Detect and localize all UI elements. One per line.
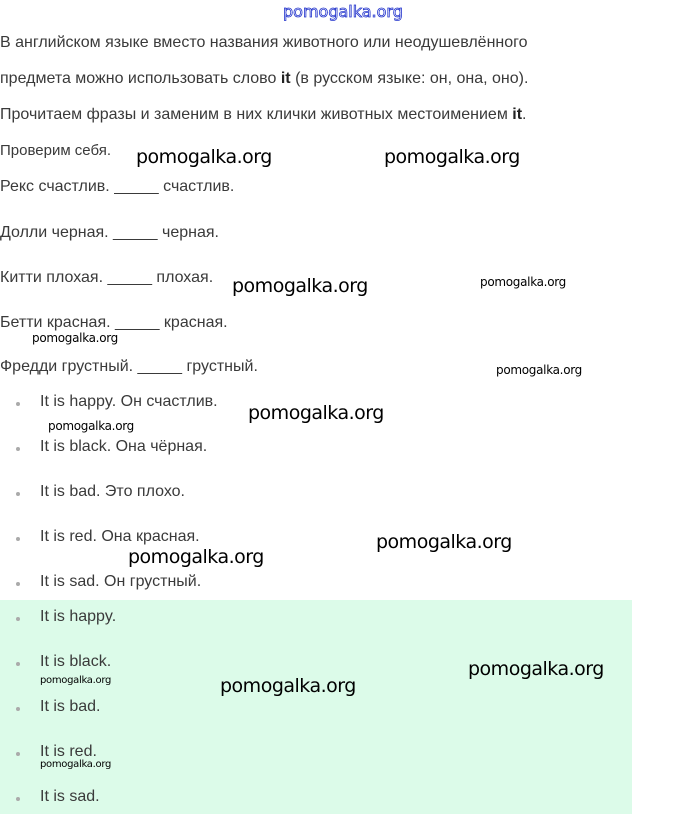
watermark: pomogalka.org (384, 146, 520, 168)
answer-item: It is bad. Это плохо. (40, 483, 185, 500)
bullet (16, 617, 20, 621)
exercise-item: Долли черная. _____ черная. (0, 224, 219, 241)
text: . (522, 106, 527, 123)
watermark: pomogalka.org (248, 402, 384, 424)
bullet (16, 537, 20, 541)
short-answer-item: It is sad. (40, 788, 100, 805)
answer-item: It is black. Она чёрная. (40, 438, 208, 455)
short-answer-item: It is red. (40, 743, 97, 760)
watermark: pomogalka.org (40, 675, 112, 686)
short-answer-item: It is black. (40, 653, 112, 670)
exercise-item: Рекс счастлив. _____ счастлив. (0, 178, 235, 195)
intro-line-1: В английском языке вместо названия животного или неодушевлённого (0, 34, 528, 51)
exercise-item: Фредди грустный. _____ грустный. (0, 358, 258, 375)
intro-line-2 (0, 70, 528, 88)
watermark: pomogalka.org (128, 546, 264, 568)
watermark: pomogalka.org (496, 363, 582, 377)
watermark: pomogalka.org (48, 419, 134, 433)
text: предмета можно использовать слово (0, 70, 281, 87)
check-label: Проверим себя. (0, 142, 112, 159)
watermark: pomogalka.org (136, 146, 272, 168)
watermark: pomogalka.org (232, 275, 368, 297)
watermark-top: pomogalka.org (283, 2, 403, 21)
bullet (16, 492, 20, 496)
answer-item: It is sad. Он грустный. (40, 573, 202, 590)
text: (в русском языке: он, она, оно). (290, 70, 529, 87)
bullet (16, 662, 20, 666)
keyword-it: it (280, 70, 291, 87)
bullet (16, 752, 20, 756)
keyword-it: it (512, 106, 523, 123)
watermark: pomogalka.org (376, 531, 512, 553)
bullet (16, 582, 20, 586)
watermark: pomogalka.org (480, 275, 566, 289)
watermark: pomogalka.org (40, 759, 112, 770)
exercise-item: Бетти красная. _____ красная. (0, 314, 228, 331)
answer-item: It is red. Она красная. (40, 528, 200, 545)
watermark: pomogalka.org (32, 331, 118, 345)
text: Прочитаем фразы и заменим в них клички животных местоимением (0, 106, 513, 123)
watermark: pomogalka.org (220, 675, 356, 697)
bullet (16, 707, 20, 711)
bullet (16, 447, 20, 451)
watermark: pomogalka.org (468, 658, 604, 680)
short-answer-item: It is bad. (40, 698, 101, 715)
exercise-item: Китти плохая. _____ плохая. (0, 269, 214, 286)
answer-item: It is happy. Он счастлив. (40, 393, 218, 410)
bullet (16, 402, 20, 406)
intro-line-3 (0, 106, 527, 124)
bullet (16, 797, 20, 801)
short-answer-item: It is happy. (40, 608, 117, 625)
